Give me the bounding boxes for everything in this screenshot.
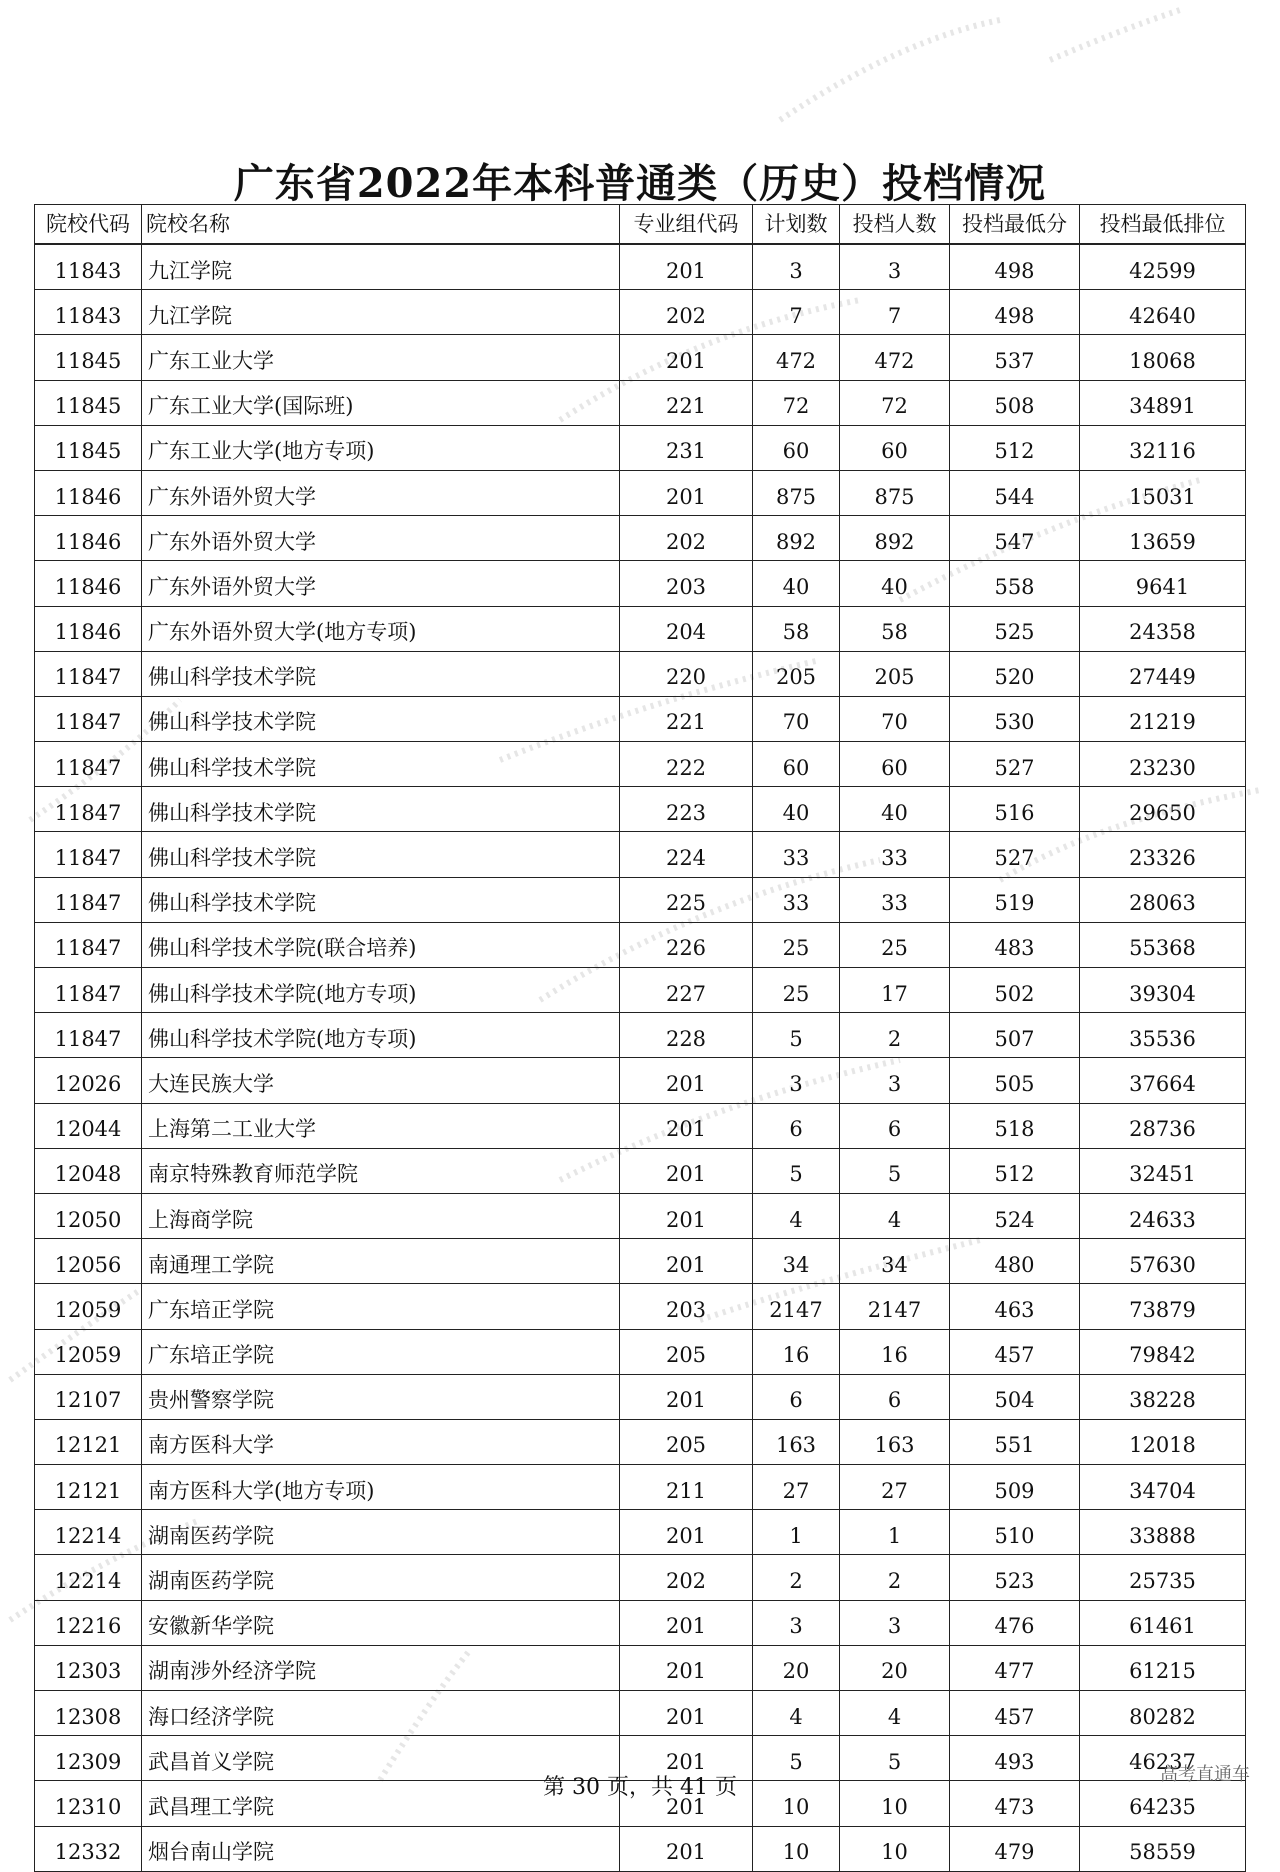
table-cell: 广东外语外贸大学 bbox=[142, 470, 620, 515]
table-cell: 477 bbox=[950, 1645, 1080, 1690]
table-cell: 226 bbox=[620, 922, 753, 967]
table-cell: 11843 bbox=[35, 290, 142, 335]
table-cell: 湖南涉外经济学院 bbox=[142, 1645, 620, 1690]
table-cell: 201 bbox=[620, 1058, 753, 1103]
table-cell: 40 bbox=[753, 787, 840, 832]
table-cell: 37664 bbox=[1080, 1058, 1246, 1103]
table-cell: 231 bbox=[620, 425, 753, 470]
table-cell: 广东外语外贸大学 bbox=[142, 516, 620, 561]
table-row bbox=[35, 1419, 1246, 1464]
table-cell: 25 bbox=[840, 922, 950, 967]
table-cell: 2147 bbox=[753, 1284, 840, 1329]
table-cell: 35536 bbox=[1080, 1013, 1246, 1058]
table-cell: 广东外语外贸大学 bbox=[142, 561, 620, 606]
table-cell: 33 bbox=[753, 877, 840, 922]
table-cell: 上海商学院 bbox=[142, 1193, 620, 1238]
table-cell: 547 bbox=[950, 516, 1080, 561]
table-cell: 11846 bbox=[35, 606, 142, 651]
table-cell: 524 bbox=[950, 1193, 1080, 1238]
table-row bbox=[35, 1826, 1246, 1871]
table-row bbox=[35, 1510, 1246, 1555]
table-cell: 10 bbox=[840, 1781, 950, 1826]
table-cell: 80282 bbox=[1080, 1691, 1246, 1736]
table-cell: 25735 bbox=[1080, 1555, 1246, 1600]
table-cell: 16 bbox=[840, 1329, 950, 1374]
table-cell: 512 bbox=[950, 425, 1080, 470]
table-cell: 11846 bbox=[35, 470, 142, 515]
table-cell: 11847 bbox=[35, 922, 142, 967]
table-cell: 武昌首义学院 bbox=[142, 1736, 620, 1781]
table-cell: 广东工业大学(国际班) bbox=[142, 380, 620, 425]
table-cell: 12332 bbox=[35, 1826, 142, 1871]
brand-watermark: 高考直通车 bbox=[1160, 1764, 1250, 1785]
table-cell: 892 bbox=[840, 516, 950, 561]
admission-table bbox=[34, 204, 1246, 1872]
table-cell: 16 bbox=[753, 1329, 840, 1374]
table-cell: 1 bbox=[753, 1510, 840, 1555]
table-cell: 228 bbox=[620, 1013, 753, 1058]
table-cell: 55368 bbox=[1080, 922, 1246, 967]
table-cell: 12026 bbox=[35, 1058, 142, 1103]
table-cell: 广东外语外贸大学(地方专项) bbox=[142, 606, 620, 651]
table-row bbox=[35, 1284, 1246, 1329]
table-cell: 40 bbox=[840, 787, 950, 832]
table-cell: 5 bbox=[840, 1148, 950, 1193]
table-cell: 11847 bbox=[35, 1013, 142, 1058]
table-cell: 佛山科学技术学院 bbox=[142, 832, 620, 877]
table-cell: 11846 bbox=[35, 561, 142, 606]
table-cell: 4 bbox=[840, 1193, 950, 1238]
table-cell: 6 bbox=[753, 1103, 840, 1148]
table-cell: 佛山科学技术学院 bbox=[142, 877, 620, 922]
table-cell: 201 bbox=[620, 1148, 753, 1193]
table-cell: 27 bbox=[753, 1465, 840, 1510]
table-row bbox=[35, 1555, 1246, 1600]
table-cell: 12107 bbox=[35, 1374, 142, 1419]
table-cell: 79842 bbox=[1080, 1329, 1246, 1374]
table-cell: 5 bbox=[840, 1736, 950, 1781]
table-cell: 463 bbox=[950, 1284, 1080, 1329]
table-cell: 17 bbox=[840, 968, 950, 1013]
table-cell: 12018 bbox=[1080, 1419, 1246, 1464]
table-cell: 28063 bbox=[1080, 877, 1246, 922]
table-cell: 518 bbox=[950, 1103, 1080, 1148]
table-cell: 10 bbox=[840, 1826, 950, 1871]
table-row bbox=[35, 1148, 1246, 1193]
table-cell: 33 bbox=[840, 877, 950, 922]
table-cell: 广东培正学院 bbox=[142, 1284, 620, 1329]
table-cell: 201 bbox=[620, 1510, 753, 1555]
table-cell: 502 bbox=[950, 968, 1080, 1013]
table-cell: 湖南医药学院 bbox=[142, 1555, 620, 1600]
table-cell: 33888 bbox=[1080, 1510, 1246, 1555]
table-row bbox=[35, 922, 1246, 967]
table-cell: 11845 bbox=[35, 335, 142, 380]
table-cell: 223 bbox=[620, 787, 753, 832]
table-cell: 33 bbox=[753, 832, 840, 877]
table-row bbox=[35, 1374, 1246, 1419]
table-cell: 472 bbox=[840, 335, 950, 380]
table-cell: 大连民族大学 bbox=[142, 1058, 620, 1103]
table-row bbox=[35, 1600, 1246, 1645]
table-cell: 201 bbox=[620, 1103, 753, 1148]
table-cell: 4 bbox=[840, 1691, 950, 1736]
table-row bbox=[35, 696, 1246, 741]
table-cell: 61215 bbox=[1080, 1645, 1246, 1690]
table-cell: 24633 bbox=[1080, 1193, 1246, 1238]
table-row bbox=[35, 1239, 1246, 1284]
table-row bbox=[35, 787, 1246, 832]
table-cell: 12044 bbox=[35, 1103, 142, 1148]
column-header: 专业组代码 bbox=[620, 205, 753, 245]
table-cell: 201 bbox=[620, 1239, 753, 1284]
table-cell: 163 bbox=[753, 1419, 840, 1464]
table-cell: 523 bbox=[950, 1555, 1080, 1600]
table-cell: 12121 bbox=[35, 1465, 142, 1510]
table-cell: 202 bbox=[620, 290, 753, 335]
table-cell: 广东工业大学 bbox=[142, 335, 620, 380]
table-cell: 205 bbox=[753, 651, 840, 696]
table-cell: 72 bbox=[753, 380, 840, 425]
table-cell: 12308 bbox=[35, 1691, 142, 1736]
table-cell: 205 bbox=[620, 1329, 753, 1374]
table-cell: 11846 bbox=[35, 516, 142, 561]
table-cell: 上海第二工业大学 bbox=[142, 1103, 620, 1148]
table-cell: 12056 bbox=[35, 1239, 142, 1284]
table-cell: 875 bbox=[840, 470, 950, 515]
table-cell: 203 bbox=[620, 1284, 753, 1329]
table-row bbox=[35, 244, 1246, 290]
table-cell: 57630 bbox=[1080, 1239, 1246, 1284]
table-cell: 九江学院 bbox=[142, 244, 620, 290]
table-cell: 509 bbox=[950, 1465, 1080, 1510]
table-cell: 11845 bbox=[35, 380, 142, 425]
table-cell: 12309 bbox=[35, 1736, 142, 1781]
table-cell: 佛山科学技术学院(地方专项) bbox=[142, 968, 620, 1013]
table-cell: 7 bbox=[753, 290, 840, 335]
table-cell: 11847 bbox=[35, 742, 142, 787]
table-cell: 海口经济学院 bbox=[142, 1691, 620, 1736]
table-cell: 18068 bbox=[1080, 335, 1246, 380]
table-cell: 72 bbox=[840, 380, 950, 425]
table-cell: 33 bbox=[840, 832, 950, 877]
table-cell: 11847 bbox=[35, 877, 142, 922]
table-cell: 佛山科学技术学院 bbox=[142, 696, 620, 741]
table-cell: 227 bbox=[620, 968, 753, 1013]
table-cell: 498 bbox=[950, 244, 1080, 290]
table-cell: 20 bbox=[840, 1645, 950, 1690]
table-cell: 11843 bbox=[35, 244, 142, 290]
table-cell: 201 bbox=[620, 1193, 753, 1238]
table-row bbox=[35, 1691, 1246, 1736]
table-cell: 225 bbox=[620, 877, 753, 922]
table-cell: 13659 bbox=[1080, 516, 1246, 561]
table-header-row bbox=[35, 205, 1246, 245]
column-header: 院校名称 bbox=[142, 205, 620, 245]
table-cell: 佛山科学技术学院 bbox=[142, 787, 620, 832]
table-cell: 457 bbox=[950, 1691, 1080, 1736]
table-cell: 493 bbox=[950, 1736, 1080, 1781]
table-cell: 4 bbox=[753, 1691, 840, 1736]
table-row bbox=[35, 1193, 1246, 1238]
table-cell: 12303 bbox=[35, 1645, 142, 1690]
table-cell: 佛山科学技术学院 bbox=[142, 742, 620, 787]
table-cell: 11847 bbox=[35, 787, 142, 832]
table-cell: 73879 bbox=[1080, 1284, 1246, 1329]
table-cell: 875 bbox=[753, 470, 840, 515]
table-cell: 佛山科学技术学院(联合培养) bbox=[142, 922, 620, 967]
column-header: 投档最低排位 bbox=[1080, 205, 1246, 245]
table-cell: 32451 bbox=[1080, 1148, 1246, 1193]
table-cell: 527 bbox=[950, 742, 1080, 787]
table-cell: 11847 bbox=[35, 832, 142, 877]
table-cell: 12059 bbox=[35, 1284, 142, 1329]
table-cell: 224 bbox=[620, 832, 753, 877]
table-cell: 20 bbox=[753, 1645, 840, 1690]
table-cell: 34 bbox=[753, 1239, 840, 1284]
table-cell: 25 bbox=[753, 968, 840, 1013]
table-row bbox=[35, 470, 1246, 515]
table-cell: 3 bbox=[840, 244, 950, 290]
table-cell: 201 bbox=[620, 335, 753, 380]
table-cell: 525 bbox=[950, 606, 1080, 651]
table-row bbox=[35, 651, 1246, 696]
table-cell: 24358 bbox=[1080, 606, 1246, 651]
table-cell: 安徽新华学院 bbox=[142, 1600, 620, 1645]
table-cell: 551 bbox=[950, 1419, 1080, 1464]
table-row bbox=[35, 1103, 1246, 1148]
table-cell: 202 bbox=[620, 516, 753, 561]
table-cell: 12050 bbox=[35, 1193, 142, 1238]
table-cell: 201 bbox=[620, 1645, 753, 1690]
table-cell: 544 bbox=[950, 470, 1080, 515]
table-cell: 201 bbox=[620, 1600, 753, 1645]
table-cell: 42640 bbox=[1080, 290, 1246, 335]
table-cell: 贵州警察学院 bbox=[142, 1374, 620, 1419]
table-cell: 61461 bbox=[1080, 1600, 1246, 1645]
table-cell: 32116 bbox=[1080, 425, 1246, 470]
table-cell: 29650 bbox=[1080, 787, 1246, 832]
table-cell: 205 bbox=[840, 651, 950, 696]
table-cell: 3 bbox=[840, 1600, 950, 1645]
table-cell: 510 bbox=[950, 1510, 1080, 1555]
table-cell: 5 bbox=[753, 1736, 840, 1781]
table-cell: 34704 bbox=[1080, 1465, 1246, 1510]
table-cell: 25 bbox=[753, 922, 840, 967]
table-cell: 504 bbox=[950, 1374, 1080, 1419]
table-cell: 南京特殊教育师范学院 bbox=[142, 1148, 620, 1193]
table-row bbox=[35, 516, 1246, 561]
table-cell: 221 bbox=[620, 380, 753, 425]
table-cell: 42599 bbox=[1080, 244, 1246, 290]
column-header: 院校代码 bbox=[35, 205, 142, 245]
table-body bbox=[35, 244, 1246, 1871]
table-cell: 211 bbox=[620, 1465, 753, 1510]
table-cell: 58 bbox=[753, 606, 840, 651]
table-cell: 60 bbox=[753, 425, 840, 470]
table-cell: 11847 bbox=[35, 696, 142, 741]
table-cell: 7 bbox=[840, 290, 950, 335]
table-row bbox=[35, 1329, 1246, 1374]
table-cell: 58559 bbox=[1080, 1826, 1246, 1871]
table-cell: 12310 bbox=[35, 1781, 142, 1826]
table-cell: 佛山科学技术学院(地方专项) bbox=[142, 1013, 620, 1058]
table-cell: 507 bbox=[950, 1013, 1080, 1058]
table-cell: 520 bbox=[950, 651, 1080, 696]
table-cell: 512 bbox=[950, 1148, 1080, 1193]
table-cell: 221 bbox=[620, 696, 753, 741]
table-cell: 12059 bbox=[35, 1329, 142, 1374]
table-cell: 558 bbox=[950, 561, 1080, 606]
table-cell: 70 bbox=[753, 696, 840, 741]
table-cell: 201 bbox=[620, 1736, 753, 1781]
table-cell: 201 bbox=[620, 244, 753, 290]
table-row bbox=[35, 742, 1246, 787]
table-cell: 12048 bbox=[35, 1148, 142, 1193]
column-header: 计划数 bbox=[753, 205, 840, 245]
table-cell: 508 bbox=[950, 380, 1080, 425]
page-number: 第 30 页，共 41 页 bbox=[543, 1775, 737, 1800]
table-cell: 70 bbox=[840, 696, 950, 741]
table-cell: 479 bbox=[950, 1826, 1080, 1871]
table-cell: 498 bbox=[950, 290, 1080, 335]
table-cell: 64235 bbox=[1080, 1781, 1246, 1826]
table-cell: 457 bbox=[950, 1329, 1080, 1374]
table-cell: 892 bbox=[753, 516, 840, 561]
table-row bbox=[35, 606, 1246, 651]
table-row bbox=[35, 290, 1246, 335]
table-cell: 南方医科大学(地方专项) bbox=[142, 1465, 620, 1510]
table-cell: 27 bbox=[840, 1465, 950, 1510]
table-row bbox=[35, 1058, 1246, 1103]
table-cell: 163 bbox=[840, 1419, 950, 1464]
table-cell: 10 bbox=[753, 1781, 840, 1826]
table-row bbox=[35, 1465, 1246, 1510]
table-cell: 473 bbox=[950, 1781, 1080, 1826]
table-cell: 2147 bbox=[840, 1284, 950, 1329]
table-cell: 46237 bbox=[1080, 1736, 1246, 1781]
table-row bbox=[35, 1645, 1246, 1690]
table-cell: 527 bbox=[950, 832, 1080, 877]
table-cell: 2 bbox=[840, 1555, 950, 1600]
table-cell: 2 bbox=[840, 1013, 950, 1058]
table-cell: 530 bbox=[950, 696, 1080, 741]
table-cell: 516 bbox=[950, 787, 1080, 832]
table-cell: 220 bbox=[620, 651, 753, 696]
table-cell: 10 bbox=[753, 1826, 840, 1871]
table-cell: 广东工业大学(地方专项) bbox=[142, 425, 620, 470]
table-cell: 南通理工学院 bbox=[142, 1239, 620, 1284]
table-cell: 201 bbox=[620, 1781, 753, 1826]
table-cell: 3 bbox=[753, 1058, 840, 1103]
table-cell: 九江学院 bbox=[142, 290, 620, 335]
table-cell: 483 bbox=[950, 922, 1080, 967]
table-cell: 23326 bbox=[1080, 832, 1246, 877]
table-cell: 60 bbox=[753, 742, 840, 787]
table-cell: 204 bbox=[620, 606, 753, 651]
table-cell: 505 bbox=[950, 1058, 1080, 1103]
table-cell: 21219 bbox=[1080, 696, 1246, 741]
table-row bbox=[35, 968, 1246, 1013]
table-cell: 6 bbox=[753, 1374, 840, 1419]
table-cell: 58 bbox=[840, 606, 950, 651]
table-cell: 6 bbox=[840, 1103, 950, 1148]
table-cell: 60 bbox=[840, 425, 950, 470]
table-cell: 2 bbox=[753, 1555, 840, 1600]
table-row bbox=[35, 877, 1246, 922]
table-cell: 205 bbox=[620, 1419, 753, 1464]
table-cell: 5 bbox=[753, 1148, 840, 1193]
table-cell: 3 bbox=[753, 244, 840, 290]
table-cell: 15031 bbox=[1080, 470, 1246, 515]
table-cell: 38228 bbox=[1080, 1374, 1246, 1419]
page-title: 广东省2022年本科普通类（历史）投档情况 bbox=[233, 160, 1047, 207]
table-cell: 27449 bbox=[1080, 651, 1246, 696]
table-cell: 202 bbox=[620, 1555, 753, 1600]
table-cell: 34 bbox=[840, 1239, 950, 1284]
table-cell: 南方医科大学 bbox=[142, 1419, 620, 1464]
table-cell: 佛山科学技术学院 bbox=[142, 651, 620, 696]
table-cell: 湖南医药学院 bbox=[142, 1510, 620, 1555]
table-cell: 12216 bbox=[35, 1600, 142, 1645]
table-row bbox=[35, 561, 1246, 606]
table-cell: 12214 bbox=[35, 1555, 142, 1600]
table-cell: 40 bbox=[840, 561, 950, 606]
table-cell: 5 bbox=[753, 1013, 840, 1058]
table-cell: 11847 bbox=[35, 968, 142, 1013]
table-cell: 480 bbox=[950, 1239, 1080, 1284]
table-cell: 1 bbox=[840, 1510, 950, 1555]
table-cell: 23230 bbox=[1080, 742, 1246, 787]
table-cell: 60 bbox=[840, 742, 950, 787]
table-cell: 3 bbox=[840, 1058, 950, 1103]
table-cell: 3 bbox=[753, 1600, 840, 1645]
table-cell: 472 bbox=[753, 335, 840, 380]
column-header: 投档人数 bbox=[840, 205, 950, 245]
table-cell: 6 bbox=[840, 1374, 950, 1419]
table-cell: 201 bbox=[620, 1826, 753, 1871]
table-cell: 537 bbox=[950, 335, 1080, 380]
table-cell: 40 bbox=[753, 561, 840, 606]
table-cell: 4 bbox=[753, 1193, 840, 1238]
table-cell: 9641 bbox=[1080, 561, 1246, 606]
table-cell: 39304 bbox=[1080, 968, 1246, 1013]
table-cell: 203 bbox=[620, 561, 753, 606]
table-cell: 武昌理工学院 bbox=[142, 1781, 620, 1826]
table-cell: 201 bbox=[620, 1374, 753, 1419]
table-cell: 11845 bbox=[35, 425, 142, 470]
table-cell: 11847 bbox=[35, 651, 142, 696]
table-row bbox=[35, 380, 1246, 425]
table-cell: 28736 bbox=[1080, 1103, 1246, 1148]
table-cell: 476 bbox=[950, 1600, 1080, 1645]
table-cell: 222 bbox=[620, 742, 753, 787]
table-cell: 12121 bbox=[35, 1419, 142, 1464]
column-header: 投档最低分 bbox=[950, 205, 1080, 245]
table-cell: 广东培正学院 bbox=[142, 1329, 620, 1374]
table-row bbox=[35, 1013, 1246, 1058]
table-row bbox=[35, 832, 1246, 877]
table-row bbox=[35, 425, 1246, 470]
table-cell: 烟台南山学院 bbox=[142, 1826, 620, 1871]
table-cell: 201 bbox=[620, 470, 753, 515]
table-cell: 12214 bbox=[35, 1510, 142, 1555]
table-row bbox=[35, 335, 1246, 380]
table-cell: 519 bbox=[950, 877, 1080, 922]
table-cell: 34891 bbox=[1080, 380, 1246, 425]
table-cell: 201 bbox=[620, 1691, 753, 1736]
